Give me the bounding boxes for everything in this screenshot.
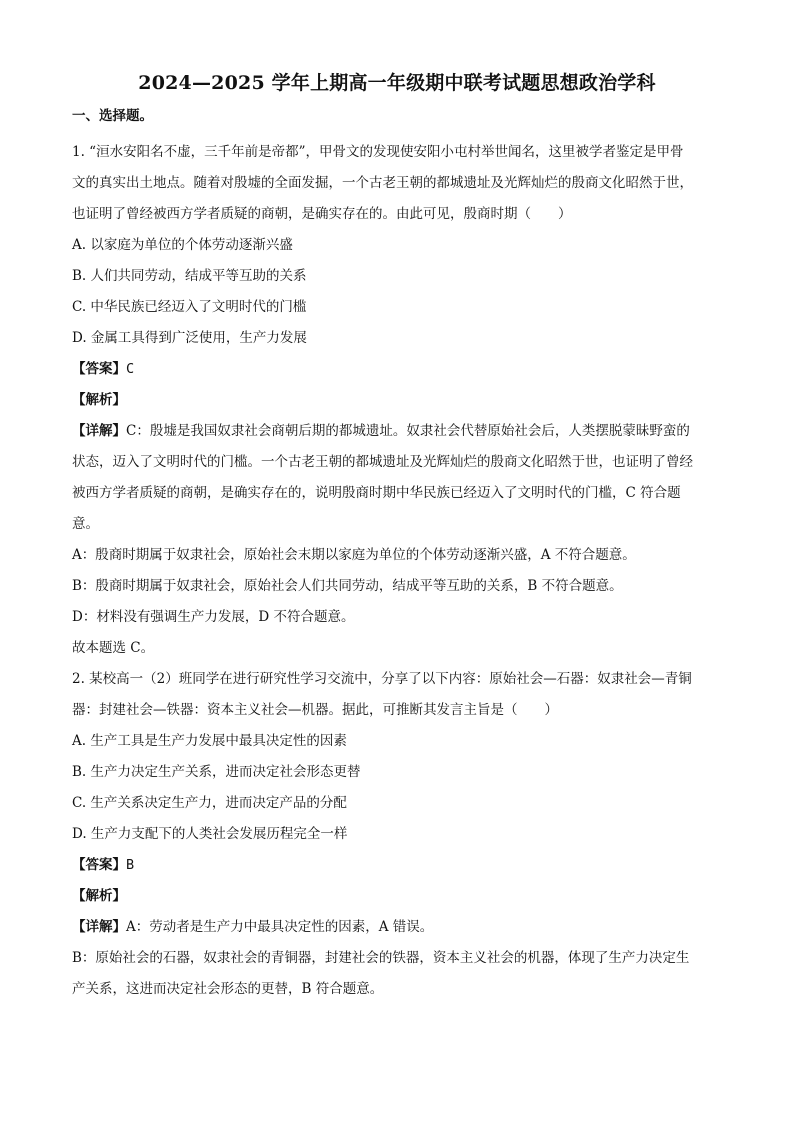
q1-stem-line: 也证明了曾经被西方学者质疑的商朝，是确实存在的。由此可见，殷商时期（ ） xyxy=(72,206,572,222)
q2-answer xyxy=(72,850,722,881)
q1-explain-line: 故本题选 C。 xyxy=(72,640,155,656)
q1-answer-label: 【答案】 xyxy=(72,361,126,377)
q1-detail-line: 意。 xyxy=(72,516,99,532)
q1-stem-line: 文的真实出土地点。随着对殷墟的全面发掘，一个古老王朝的都城遗址及光辉灿烂的殷商文化昭然于世， xyxy=(72,175,693,191)
q2-detail-line xyxy=(72,912,722,943)
q1-option-d: D. 金属工具得到广泛使用，生产力发展 xyxy=(72,330,307,346)
q2-stem-line: 2. 某校高一（2）班同学在进行研究性学习交流中，分享了以下内容：原始社会—石器：奴隶社会—青铜 xyxy=(72,671,692,687)
q2-analysis-label xyxy=(72,881,722,912)
question-1 xyxy=(72,137,722,664)
q2-answer-value: B xyxy=(126,857,135,873)
q1-detail-line xyxy=(72,416,722,447)
q1-stem-line: 1. “洹水安阳名不虚，三千年前是帝都”，甲骨文的发现使安阳小屯村举世闻名，这里被学者鉴定是甲骨 xyxy=(72,144,684,160)
q1-explain-line: D：材料没有强调生产力发展，D 不符合题意。 xyxy=(72,609,355,625)
q1-detail-text: C：殷墟是我国奴隶社会商朝后期的都城遗址。奴隶社会代替原始社会后，人类摆脱蒙昧野蛮的 xyxy=(126,423,690,439)
section-heading: 一、选择题。 xyxy=(72,108,153,124)
q2-explain-line: B：原始社会的石器，奴隶社会的青铜器，封建社会的铁器，资本主义社会的机器，体现了生产力决定生 xyxy=(72,950,690,966)
document-page xyxy=(72,70,722,1005)
q1-option-c: C. 中华民族已经迈入了文明时代的门槛 xyxy=(72,299,307,315)
q1-answer xyxy=(72,354,722,385)
q1-analysis-label-text: 【解析】 xyxy=(72,392,126,408)
q1-detail-label: 【详解】 xyxy=(72,423,126,439)
q2-option-c: C. 生产关系决定生产力，进而决定产品的分配 xyxy=(72,795,347,811)
question-2 xyxy=(72,664,722,1005)
page-title: 2024—2025 学年上期高一年级期中联考试题思想政治学科 xyxy=(138,72,656,94)
q2-answer-label: 【答案】 xyxy=(72,857,126,873)
q1-option-a: A. 以家庭为单位的个体劳动逐渐兴盛 xyxy=(72,237,293,253)
q1-analysis-label xyxy=(72,385,722,416)
q2-detail-text: A：劳动者是生产力中最具决定性的因素，A 错误。 xyxy=(126,919,434,935)
q2-explain-line: 产关系，这进而决定社会形态的更替，B 符合题意。 xyxy=(72,981,384,997)
q1-explain-line: A：殷商时期属于奴隶社会，原始社会末期以家庭为单位的个体劳动逐渐兴盛，A 不符合题意。 xyxy=(72,547,636,563)
q2-option-a: A. 生产工具是生产力发展中最具决定性的因素 xyxy=(72,733,347,749)
q2-option-b: B. 生产力决定生产关系，进而决定社会形态更替 xyxy=(72,764,361,780)
q1-explain-line: B：殷商时期属于奴隶社会，原始社会人们共同劳动，结成平等互助的关系，B 不符合题意。 xyxy=(72,578,623,594)
q2-analysis-label-text: 【解析】 xyxy=(72,888,126,904)
q1-answer-value: C xyxy=(126,361,135,377)
q2-stem-line: 器：封建社会—铁器：资本主义社会—机器。据此，可推断其发言主旨是（ ） xyxy=(72,702,558,718)
q1-option-b: B. 人们共同劳动，结成平等互助的关系 xyxy=(72,268,307,284)
q1-detail-line: 状态，迈入了文明时代的门槛。一个古老王朝的都城遗址及光辉灿烂的殷商文化昭然于世，也证明了曾经 xyxy=(72,454,693,470)
q1-detail-line: 被西方学者质疑的商朝，是确实存在的，说明殷商时期中华民族已经迈入了文明时代的门槛，C 符合题 xyxy=(72,485,681,501)
q2-detail-label: 【详解】 xyxy=(72,919,126,935)
q2-option-d: D. 生产力支配下的人类社会发展历程完全一样 xyxy=(72,826,348,842)
